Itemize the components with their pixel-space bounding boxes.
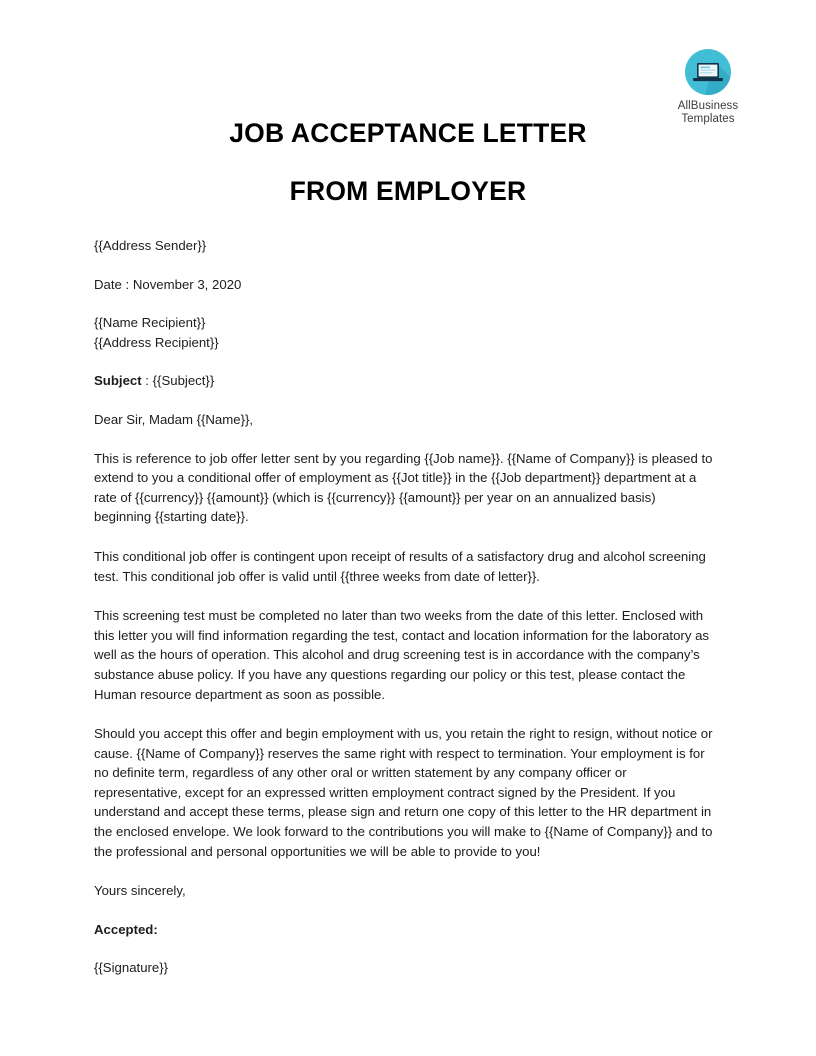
paragraph-screening-test: This screening test must be completed no later than two weeks from the date of this letter. Enclosed with this letter you will find information regarding the test, contact and location information for the laboratory as well as the hours of operation. This alcohol and drug screening test is in accordance with the company’s substance abuse policy. If you have any questions regarding our policy or this test, please contact the Human resource department as soon as possible. — [94, 608, 710, 702]
paragraph-employment-terms: Should you accept this offer and begin employment with us, you retain the right to resign, without notice or cause. {{Name of Company}} reserves the same right with respect to termination. Your employment is for no definite term, regardless of any other oral or written statement by any company officer or representative, except for an expressed written employment contract signed by the President. If you understand and accept these terms, please sign and return one copy of this letter to the HR department in the enclosed envelope. We look forward to the contributions you will make to {{Name of Company}} and to the professional and personal opportunities we will be able to provide to you! — [94, 726, 713, 859]
subject-line — [94, 371, 714, 391]
page-title-line2: FROM EMPLOYER — [289, 176, 527, 206]
page-title-line1: JOB ACCEPTANCE LETTER — [229, 118, 587, 148]
brand-caption-line2: Templates — [681, 112, 735, 125]
signature-placeholder: {{Signature}} — [94, 960, 169, 976]
paragraph-offer-details: This is reference to job offer letter sent by you regarding {{Job name}}. {{Name of Company}} is pleased to extend to you a conditional offer of employment as {{Jot title}} in the {{Job department}} department at a rate of {{currency}} {{amount}} (which is {{currency}} {{amount}} per year on an annualized basis) beginning {{starting date}}. — [94, 450, 713, 525]
date-line: Date : November 3, 2020 — [94, 276, 242, 292]
sender-address-line: {{Address Sender}} — [94, 238, 207, 253]
brand-caption-line1: AllBusiness — [677, 100, 739, 112]
paragraph-contingency: This conditional job offer is contingent upon receipt of results of a satisfactory drug and alcohol screening test. This conditional job offer is valid until {{three weeks from date of letter}}. — [94, 548, 706, 584]
salutation-line: Dear Sir, Madam {{Name}}, — [94, 411, 254, 427]
laptop-in-circle-icon — [684, 48, 732, 96]
recipient-name-line: {{Name Recipient}} — [94, 315, 206, 331]
closing-line: Yours sincerely, — [94, 883, 186, 899]
subject-label: Subject — [94, 373, 142, 389]
page-title — [0, 118, 816, 207]
recipient-address-line: {{Address Recipient}} — [94, 334, 219, 350]
accepted-label: Accepted: — [94, 921, 158, 937]
brand-logo-block — [660, 48, 756, 125]
letter-body — [94, 236, 714, 997]
subject-value: : {{Subject}} — [141, 373, 215, 389]
